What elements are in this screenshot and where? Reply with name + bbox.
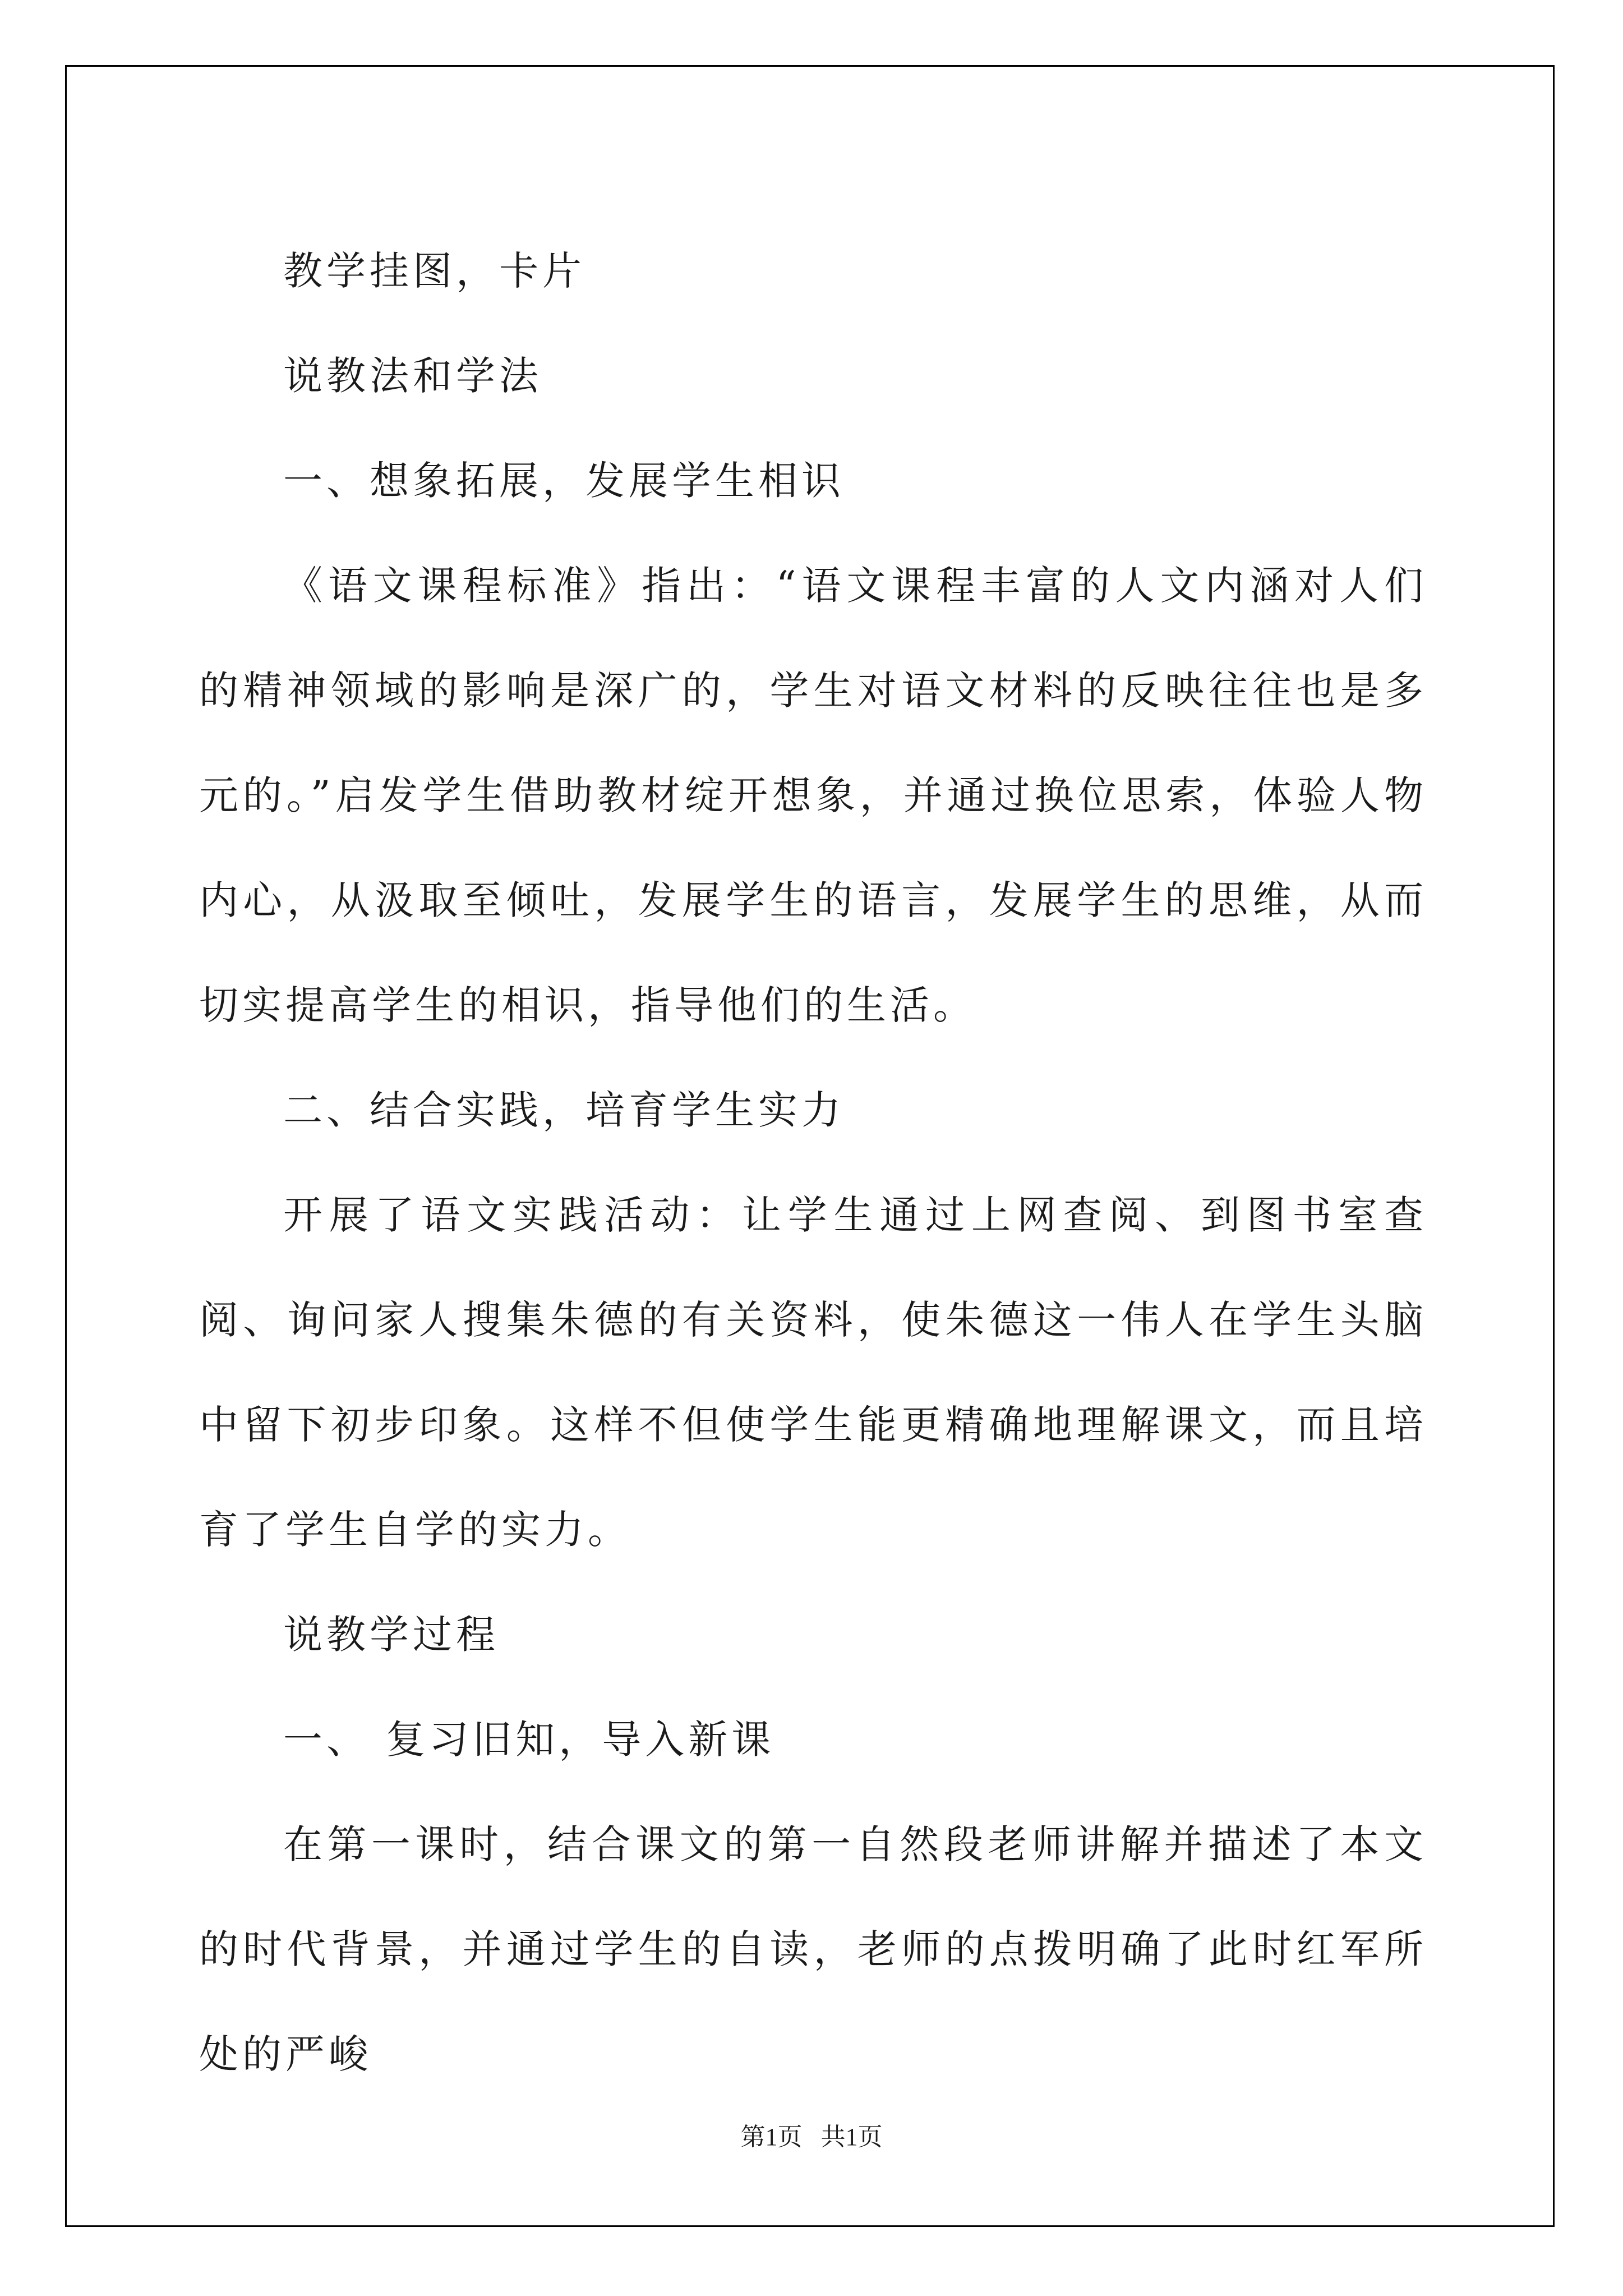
heading-imagination: 一、想象拓展，发展学生相识 (283, 458, 845, 504)
page-number: 第1页 (740, 2123, 803, 2151)
page-footer (0, 2120, 1623, 2154)
page-total: 共1页 (820, 2123, 883, 2151)
document-body (199, 219, 1427, 2107)
heading-teaching-methods: 说教法和学法 (283, 353, 542, 399)
heading-teaching-process: 说教学过程 (283, 1612, 499, 1658)
paragraph-first-lesson: 在第一课时，结合课文的第一自然段老师讲解并描述了本文的时代背景，并通过学生的自读，老师的点拨明确了此时红军所处的严峻 (199, 1821, 1427, 2077)
paragraph-curriculum-standard: 《语文课程标准》指出：“语文课程丰富的人文内涵对人们的精神领域的影响是深广的，学生对语文材料的反映往往也是多元的。”启发学生借助教材绽开想象，并通过换位思索，体验人物内心，从汲取至倾吐，发展学生的语言，发展学生的思维，从而切实提高学生的相识，指导他们的生活。 (199, 563, 1427, 1028)
paragraph-practice-activities: 开展了语文实践活动：让学生通过上网查阅、到图书室查阅、询问家人搜集朱德的有关资料，使朱德这一伟人在学生头脑中留下初步印象。这样不但使学生能更精确地理解课文，而且培育了学生自学的实力。 (199, 1192, 1427, 1553)
paragraph-materials: 教学挂图，卡片 (283, 248, 585, 294)
heading-review: 一、 复习旧知，导入新课 (283, 1717, 775, 1763)
heading-practice: 二、结合实践，培育学生实力 (283, 1087, 845, 1133)
